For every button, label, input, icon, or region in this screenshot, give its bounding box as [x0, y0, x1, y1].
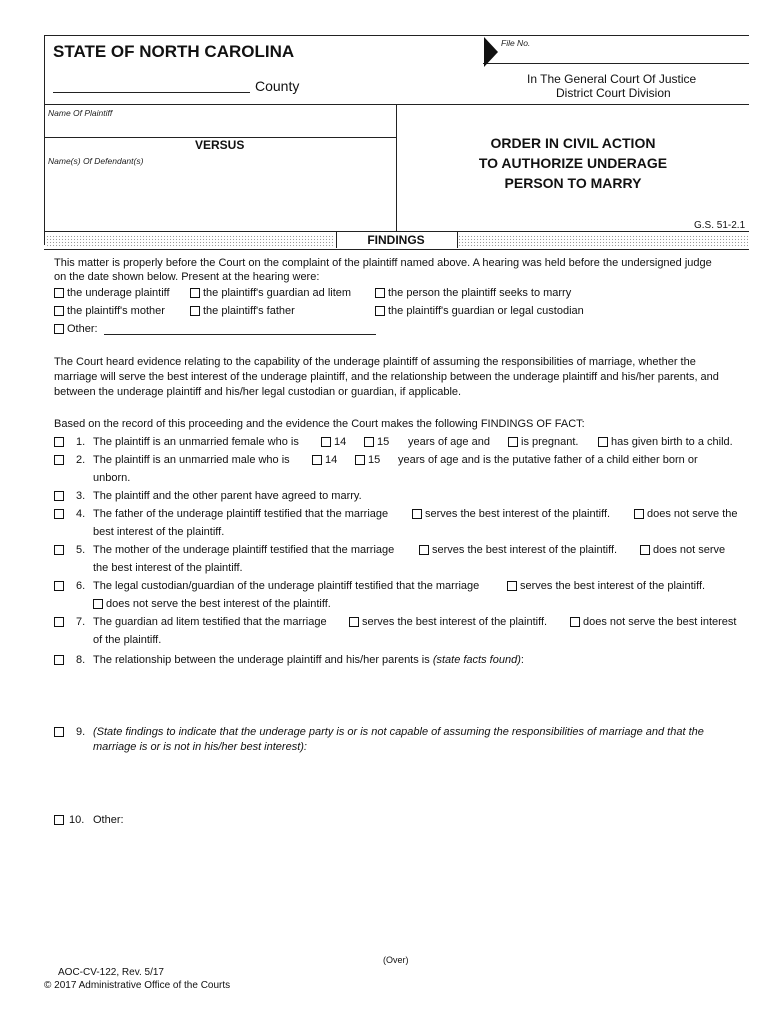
finding-1-given-birth[interactable]: has given birth to a child.	[598, 436, 733, 449]
intro-line-1: This matter is properly before the Court on the complaint of the plaintiff named above. A hearing was held before the undersigned judge	[54, 257, 712, 269]
checkbox[interactable]	[412, 509, 422, 519]
plaintiff-name-field[interactable]	[46, 118, 394, 136]
checkbox[interactable]	[375, 288, 385, 298]
findings-band-left	[46, 235, 334, 247]
finding-6-checkbox[interactable]	[54, 581, 64, 591]
title-line-3: PERSON TO MARRY	[504, 175, 642, 191]
present-other-input-line[interactable]	[104, 334, 376, 335]
present-guardian-ad-litem[interactable]: the plaintiff's guardian ad litem	[190, 287, 351, 300]
finding-2-age14[interactable]: 14	[312, 454, 337, 467]
evidence-line-2: marriage will serve the best interest of the underage plaintiff, and the relationship between the underage plaintiff and his/her parents, and	[54, 371, 719, 383]
finding-2-cont: unborn.	[93, 472, 131, 484]
file-no-underline	[483, 63, 749, 64]
present-father[interactable]: the plaintiff's father	[190, 305, 295, 318]
findings-header: FINDINGS	[367, 233, 425, 247]
checkbox[interactable]	[93, 599, 103, 609]
file-arrow-icon	[484, 37, 498, 67]
finding-2-checkbox[interactable]	[54, 455, 64, 465]
finding-2-text: The plaintiff is an unmarried male who is	[93, 454, 290, 466]
finding-5-serves[interactable]: serves the best interest of the plaintiff.	[419, 544, 617, 557]
finding-3-text: The plaintiff and the other parent have agreed to marry.	[93, 490, 362, 502]
finding-7-not-serve[interactable]: does not serve the best interest	[570, 616, 736, 629]
finding-6-text: The legal custodian/guardian of the underage plaintiff testified that the marriage	[93, 580, 480, 592]
finding-2-num: 2.	[76, 454, 86, 466]
county-label: County	[255, 78, 300, 94]
checkbox[interactable]	[634, 509, 644, 519]
findings-band-right	[458, 235, 748, 247]
finding-7-num: 7.	[76, 616, 86, 628]
finding-8-num: 8.	[76, 654, 86, 666]
finding-9-field[interactable]	[93, 758, 743, 808]
versus-label: VERSUS	[195, 138, 245, 152]
finding-1-checkbox[interactable]	[54, 437, 64, 447]
finding-6-num: 6.	[76, 580, 86, 592]
checkbox[interactable]	[190, 306, 200, 316]
title-line-2: TO AUTHORIZE UNDERAGE	[478, 155, 668, 171]
findings-intro: Based on the record of this proceeding and the evidence the Court makes the following FINDINGS OF FACT:	[54, 418, 585, 430]
finding-8-checkbox[interactable]	[54, 655, 64, 665]
finding-10-text: Other:	[93, 814, 124, 826]
finding-4-checkbox[interactable]	[54, 509, 64, 519]
left-border	[44, 35, 45, 245]
defendant-name-field[interactable]	[46, 168, 394, 228]
finding-8-text: The relationship between the underage plaintiff and his/her parents is (state facts found):	[93, 654, 524, 666]
finding-10-checkbox[interactable]	[54, 815, 64, 825]
present-mother[interactable]: the plaintiff's mother	[54, 305, 165, 318]
finding-1-num: 1.	[76, 436, 86, 448]
checkbox[interactable]	[54, 324, 64, 334]
finding-5-num: 5.	[76, 544, 86, 556]
finding-7-text: The guardian ad litem testified that the marriage	[93, 616, 327, 628]
finding-7-cont: of the plaintiff.	[93, 634, 162, 646]
state-title: STATE OF NORTH CAROLINA	[53, 42, 295, 61]
checkbox[interactable]	[321, 437, 331, 447]
intro-line-2: on the date shown below. Present at the hearing were:	[54, 271, 320, 283]
evidence-line-1: The Court heard evidence relating to the capability of the underage plaintiff of assuming the responsibilities of marriage, whether the	[54, 356, 696, 368]
finding-4-num: 4.	[76, 508, 86, 520]
finding-1-text: The plaintiff is an unmarried female who is	[93, 436, 299, 448]
county-input-line[interactable]	[53, 92, 250, 93]
finding-4-serves[interactable]: serves the best interest of the plaintiff.	[412, 508, 610, 521]
title-line-1: ORDER IN CIVIL ACTION	[490, 135, 656, 151]
top-rule	[44, 35, 749, 36]
defendant-name-label: Name(s) Of Defendant(s)	[48, 156, 144, 166]
checkbox[interactable]	[508, 437, 518, 447]
findings-bottom-rule	[44, 249, 749, 250]
finding-9-checkbox[interactable]	[54, 727, 64, 737]
finding-3-checkbox[interactable]	[54, 491, 64, 501]
evidence-line-3: between the underage plaintiff and his/her legal custodian or guardian, if applicable.	[54, 386, 462, 398]
checkbox[interactable]	[364, 437, 374, 447]
finding-1-years: years of age and	[408, 436, 490, 448]
checkbox[interactable]	[355, 455, 365, 465]
copyright: © 2017 Administrative Office of the Courts	[44, 980, 231, 991]
finding-3-num: 3.	[76, 490, 86, 502]
statute-reference: G.S. 51-2.1	[694, 220, 746, 231]
present-legal-custodian[interactable]: the plaintiff's guardian or legal custodian	[375, 305, 584, 318]
finding-5-cont: the best interest of the plaintiff.	[93, 562, 243, 574]
checkbox[interactable]	[190, 288, 200, 298]
court-line-2: District Court Division	[556, 86, 671, 100]
finding-9-line-2: marriage is or is not in his/her best interest):	[93, 741, 307, 753]
checkbox[interactable]	[419, 545, 429, 555]
finding-7-checkbox[interactable]	[54, 617, 64, 627]
finding-10-field[interactable]	[128, 812, 743, 942]
finding-9-line-1: (State findings to indicate that the underage party is or is not capable of assuming the responsibilities of marriage and that the	[93, 726, 704, 738]
checkbox[interactable]	[570, 617, 580, 627]
present-underage-plaintiff[interactable]: the underage plaintiff	[54, 287, 170, 300]
finding-6-serves[interactable]: serves the best interest of the plaintiff.	[507, 580, 705, 593]
finding-2-rest: years of age and is the putative father of a child either born or	[398, 454, 698, 466]
finding-4-cont: best interest of the plaintiff.	[93, 526, 225, 538]
finding-5-not-serve[interactable]: does not serve	[640, 544, 725, 557]
checkbox[interactable]	[312, 455, 322, 465]
present-person-to-marry[interactable]: the person the plaintiff seeks to marry	[375, 287, 571, 300]
over-label: (Over)	[383, 955, 409, 965]
court-line-1: In The General Court Of Justice	[527, 72, 697, 86]
checkbox[interactable]	[640, 545, 650, 555]
finding-6-not-serve[interactable]: does not serve the best interest of the plaintiff.	[93, 598, 331, 611]
finding-5-text: The mother of the underage plaintiff testified that the marriage	[93, 544, 395, 556]
checkbox[interactable]	[54, 288, 64, 298]
checkbox[interactable]	[54, 306, 64, 316]
checkbox[interactable]	[507, 581, 517, 591]
checkbox[interactable]	[598, 437, 608, 447]
finding-2-age15[interactable]: 15	[355, 454, 380, 467]
plaintiff-name-label: Name Of Plaintiff	[48, 108, 113, 118]
finding-1-age14[interactable]: 14	[321, 436, 346, 449]
present-other[interactable]: Other:	[54, 323, 98, 336]
checkbox[interactable]	[375, 306, 385, 316]
file-no-label: File No.	[501, 38, 531, 48]
finding-1-pregnant[interactable]: is pregnant.	[508, 436, 578, 449]
finding-8-facts-field[interactable]	[93, 670, 743, 720]
checkbox[interactable]	[349, 617, 359, 627]
finding-5-checkbox[interactable]	[54, 545, 64, 555]
finding-1-age15[interactable]: 15	[364, 436, 389, 449]
finding-4-not-serve[interactable]: does not serve the	[634, 508, 738, 521]
finding-4-text: The father of the underage plaintiff testified that the marriage	[93, 508, 389, 520]
finding-9-num: 9.	[76, 726, 86, 738]
form-number: AOC-CV-122, Rev. 5/17	[58, 967, 164, 978]
finding-7-serves[interactable]: serves the best interest of the plaintiff.	[349, 616, 547, 629]
finding-10-num: 10.	[69, 814, 85, 826]
